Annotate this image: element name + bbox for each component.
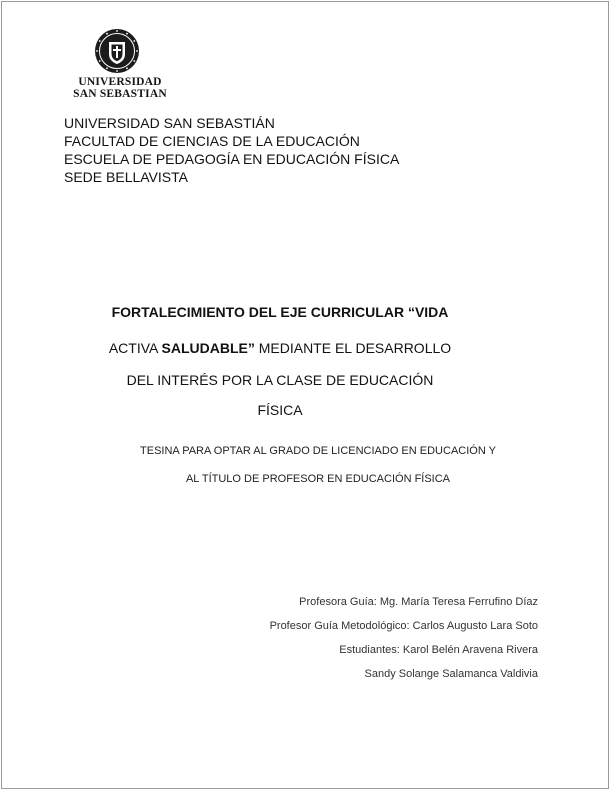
degree-statement-line2: AL TÍTULO DE PROFESOR EN EDUCACIÓN FÍSICA: [185, 473, 451, 485]
thesis-title-line2-bold: SALUDABLE”: [161, 340, 255, 356]
thesis-title-line3: DEL INTERÉS POR LA CLASE DE EDUCACIÓN: [126, 372, 434, 388]
logo-name-line1: UNIVERSIDAD: [78, 76, 162, 88]
school-name: ESCUELA DE PEDAGOGÍA EN EDUCACIÓN FÍSICA: [64, 151, 400, 167]
campus-name: SEDE BELLAVISTA: [64, 169, 188, 185]
university-seal-icon: [94, 28, 140, 74]
thesis-title-line1: FORTALECIMIENTO DEL EJE CURRICULAR “VIDA: [111, 304, 449, 320]
thesis-title-line4: FÍSICA: [257, 402, 303, 418]
student-2: Sandy Solange Salamanca Valdivia: [364, 668, 538, 680]
methodology-professor: Profesor Guía Metodológico: Carlos Augusto Lara Soto: [269, 620, 538, 632]
guide-professor: Profesora Guía: Mg. María Teresa Ferrufino Díaz: [299, 596, 538, 608]
thesis-title-line2: [0, 340, 560, 356]
thesis-title-line2-post: MEDIANTE EL DESARROLLO: [254, 340, 452, 356]
university-name: UNIVERSIDAD SAN SEBASTIÁN: [64, 115, 275, 131]
degree-statement-line1: TESINA PARA OPTAR AL GRADO DE LICENCIADO EN EDUCACIÓN Y: [140, 445, 496, 457]
faculty-name: FACULTAD DE CIENCIAS DE LA EDUCACIÓN: [64, 133, 360, 149]
institution-block: [64, 114, 399, 186]
credits-block: [270, 590, 538, 686]
university-logo: [70, 28, 170, 104]
student-1: Estudiantes: Karol Belén Aravena Rivera: [339, 644, 538, 656]
thesis-title-line2-pre: ACTIVA: [108, 340, 162, 356]
logo-name-line2: SAN SEBASTIAN: [73, 88, 167, 100]
